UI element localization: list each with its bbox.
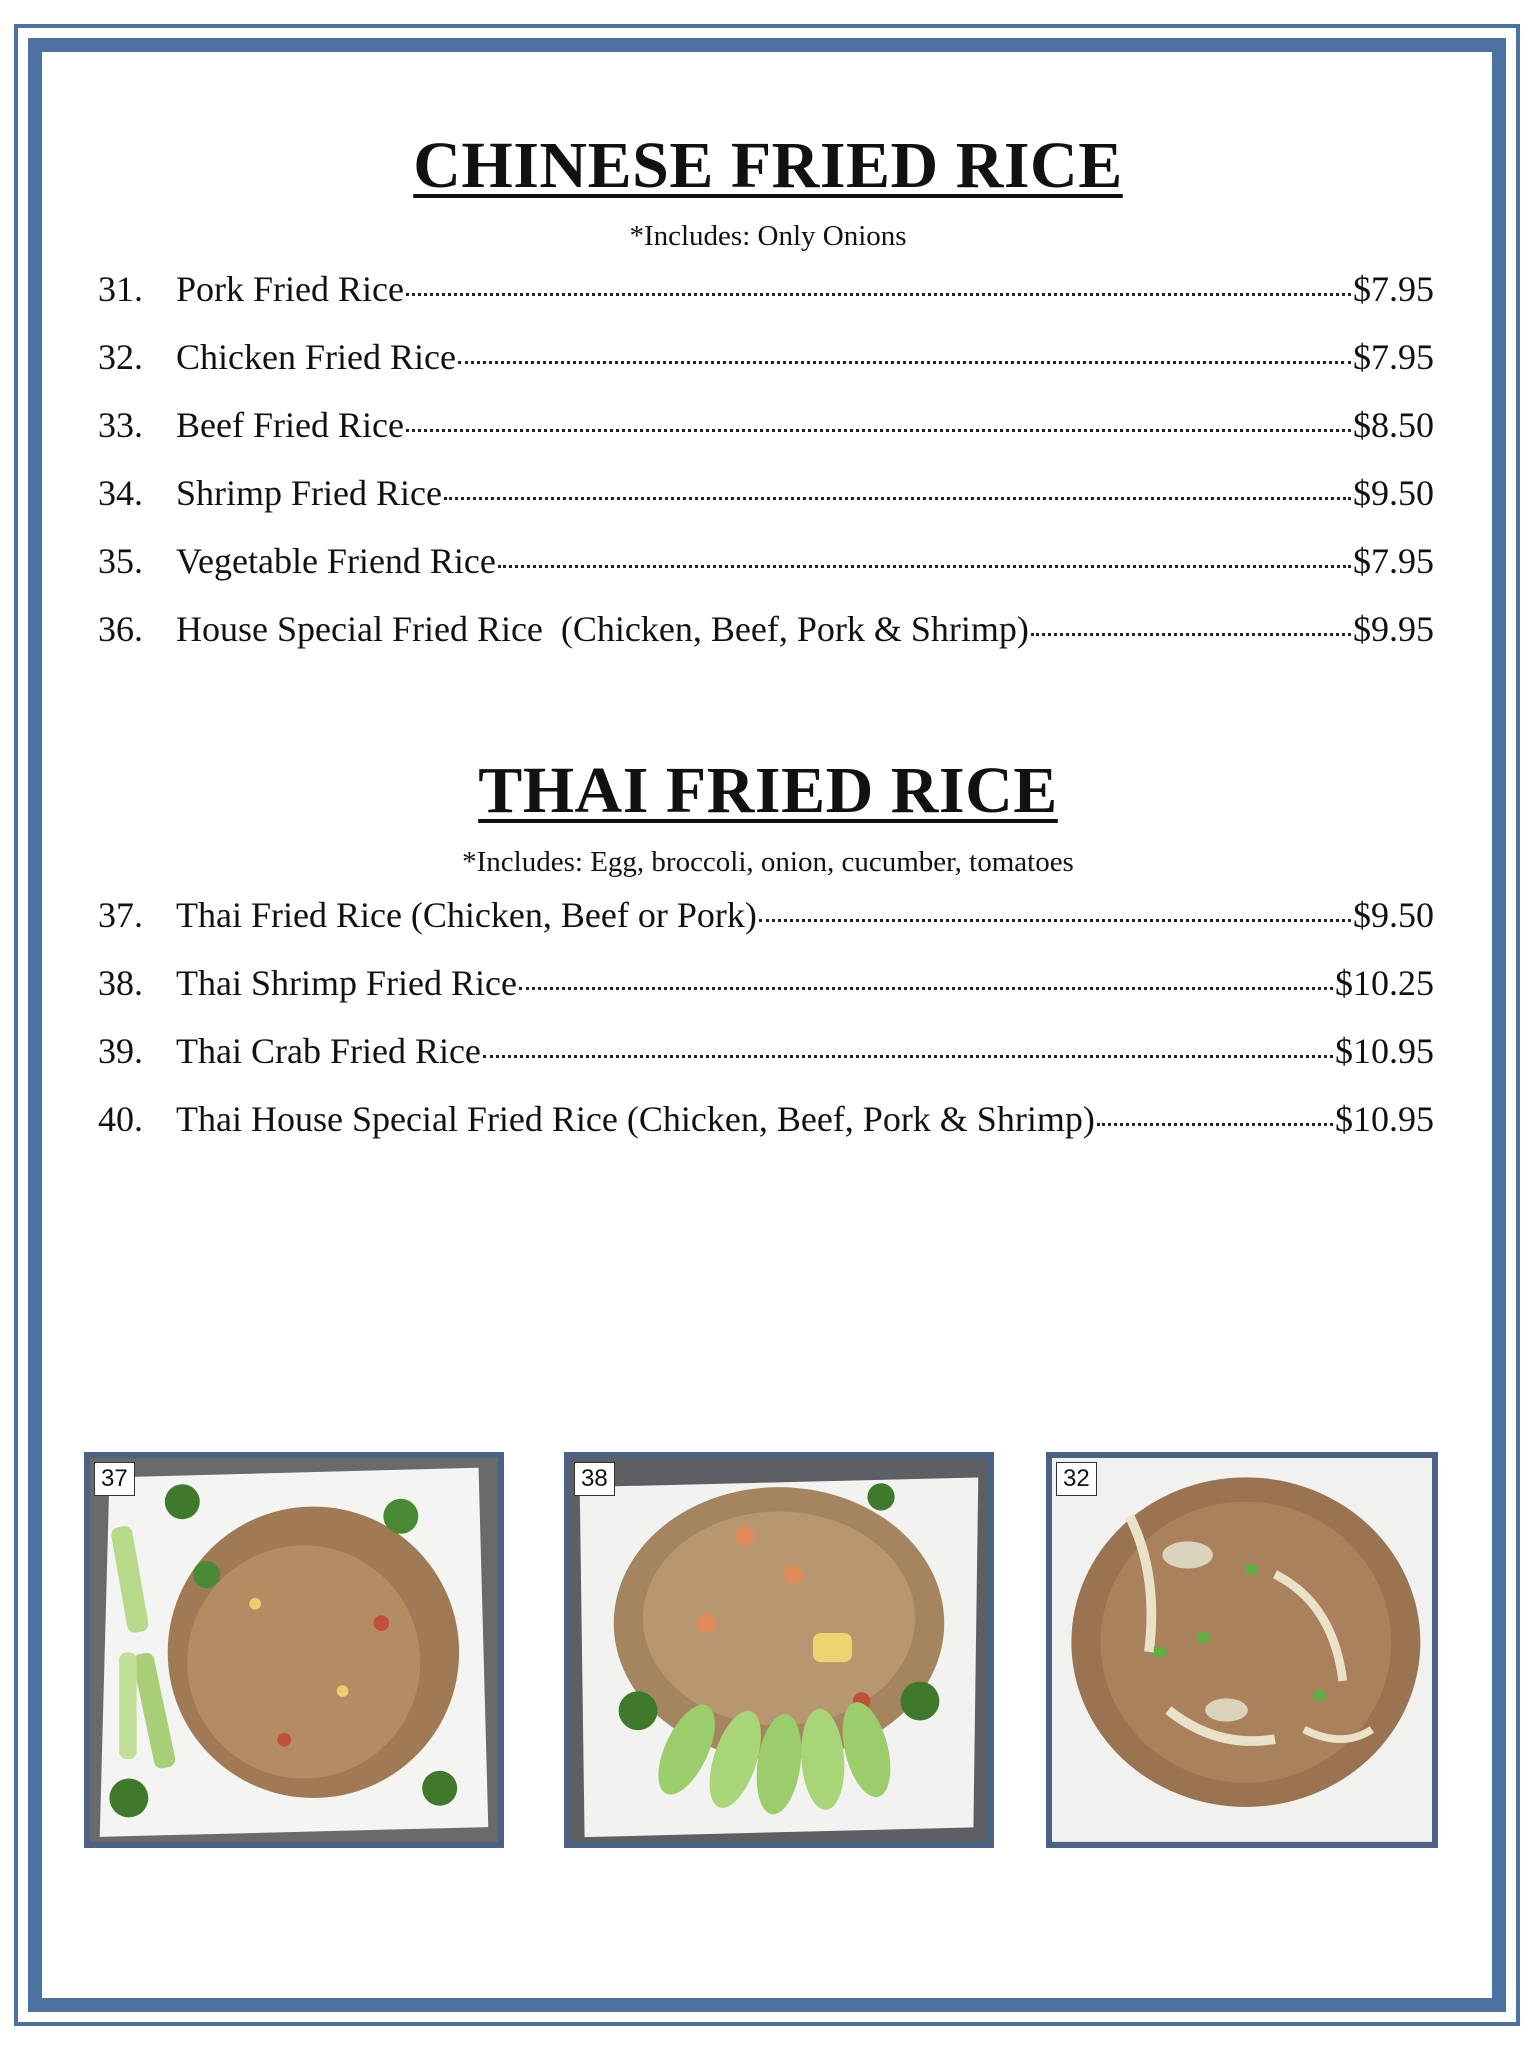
item-name: Thai Fried Rice (Chicken, Beef or Pork) xyxy=(176,895,757,935)
item-number: 31. xyxy=(98,269,143,309)
menu-item xyxy=(98,472,1434,540)
item-name: Chicken Fried Rice xyxy=(176,337,456,377)
item-name: Vegetable Friend Rice xyxy=(176,541,496,581)
chinese-section-title: CHINESE FRIED RICE xyxy=(413,129,1123,202)
item-number: 37. xyxy=(98,895,143,935)
dot-leader xyxy=(759,919,1351,922)
item-name: Thai Shrimp Fried Rice xyxy=(176,963,517,1003)
food-photo-illustration xyxy=(90,1458,498,1843)
item-name: Pork Fried Rice xyxy=(176,269,404,309)
photo-number-tag: 37 xyxy=(94,1462,135,1496)
item-number: 39. xyxy=(98,1031,143,1071)
photo-number-tag: 32 xyxy=(1056,1462,1097,1496)
thai-menu-list xyxy=(98,894,1434,1166)
item-number: 35. xyxy=(98,541,143,581)
menu-item xyxy=(98,962,1434,1030)
item-name: Thai House Special Fried Rice (Chicken, Beef, Pork & Shrimp) xyxy=(176,1099,1095,1139)
item-price: $10.95 xyxy=(1335,1099,1434,1139)
thai-section-note: *Includes: Egg, broccoli, onion, cucumber, tomatoes xyxy=(462,846,1074,878)
item-number: 34. xyxy=(98,473,143,513)
dot-leader xyxy=(406,429,1351,432)
menu-item xyxy=(98,894,1434,962)
photo-number-tag: 38 xyxy=(574,1462,615,1496)
item-name: Thai Crab Fried Rice xyxy=(176,1031,481,1071)
dot-leader xyxy=(519,987,1333,990)
photo-38-thai-shrimp-fried-rice xyxy=(564,1452,994,1848)
menu-item xyxy=(98,608,1434,676)
food-photo-illustration xyxy=(1052,1458,1432,1842)
menu-item xyxy=(98,540,1434,608)
dot-leader xyxy=(1031,633,1351,636)
dot-leader xyxy=(458,361,1351,364)
chinese-menu-list xyxy=(98,268,1434,676)
item-price: $9.50 xyxy=(1353,895,1434,935)
item-number: 36. xyxy=(98,609,143,649)
food-photo-illustration xyxy=(570,1458,988,1843)
item-price: $7.95 xyxy=(1353,541,1434,581)
item-number: 38. xyxy=(98,963,143,1003)
dot-leader xyxy=(1097,1123,1333,1126)
menu-item xyxy=(98,1030,1434,1098)
item-price: $9.95 xyxy=(1353,609,1434,649)
item-name: Beef Fried Rice xyxy=(176,405,404,445)
menu-item xyxy=(98,404,1434,472)
item-price: $10.25 xyxy=(1335,963,1434,1003)
menu-item xyxy=(98,336,1434,404)
dot-leader xyxy=(483,1055,1333,1058)
dot-leader xyxy=(444,497,1351,500)
chinese-section-note: *Includes: Only Onions xyxy=(629,220,907,252)
menu-item xyxy=(98,1098,1434,1166)
menu-item xyxy=(98,268,1434,336)
item-price: $10.95 xyxy=(1335,1031,1434,1071)
dot-leader xyxy=(406,293,1351,296)
item-number: 32. xyxy=(98,337,143,377)
dot-leader xyxy=(498,565,1351,568)
item-number: 40. xyxy=(98,1099,143,1139)
photo-32-chicken-fried-rice xyxy=(1046,1452,1438,1848)
item-price: $9.50 xyxy=(1353,473,1434,513)
item-name: House Special Fried Rice (Chicken, Beef, Pork & Shrimp) xyxy=(176,609,1029,649)
thai-section-title: THAI FRIED RICE xyxy=(478,754,1058,827)
item-price: $7.95 xyxy=(1353,337,1434,377)
item-name: Shrimp Fried Rice xyxy=(176,473,442,513)
item-price: $7.95 xyxy=(1353,269,1434,309)
item-price: $8.50 xyxy=(1353,405,1434,445)
item-number: 33. xyxy=(98,405,143,445)
photo-37-thai-fried-rice xyxy=(84,1452,504,1848)
